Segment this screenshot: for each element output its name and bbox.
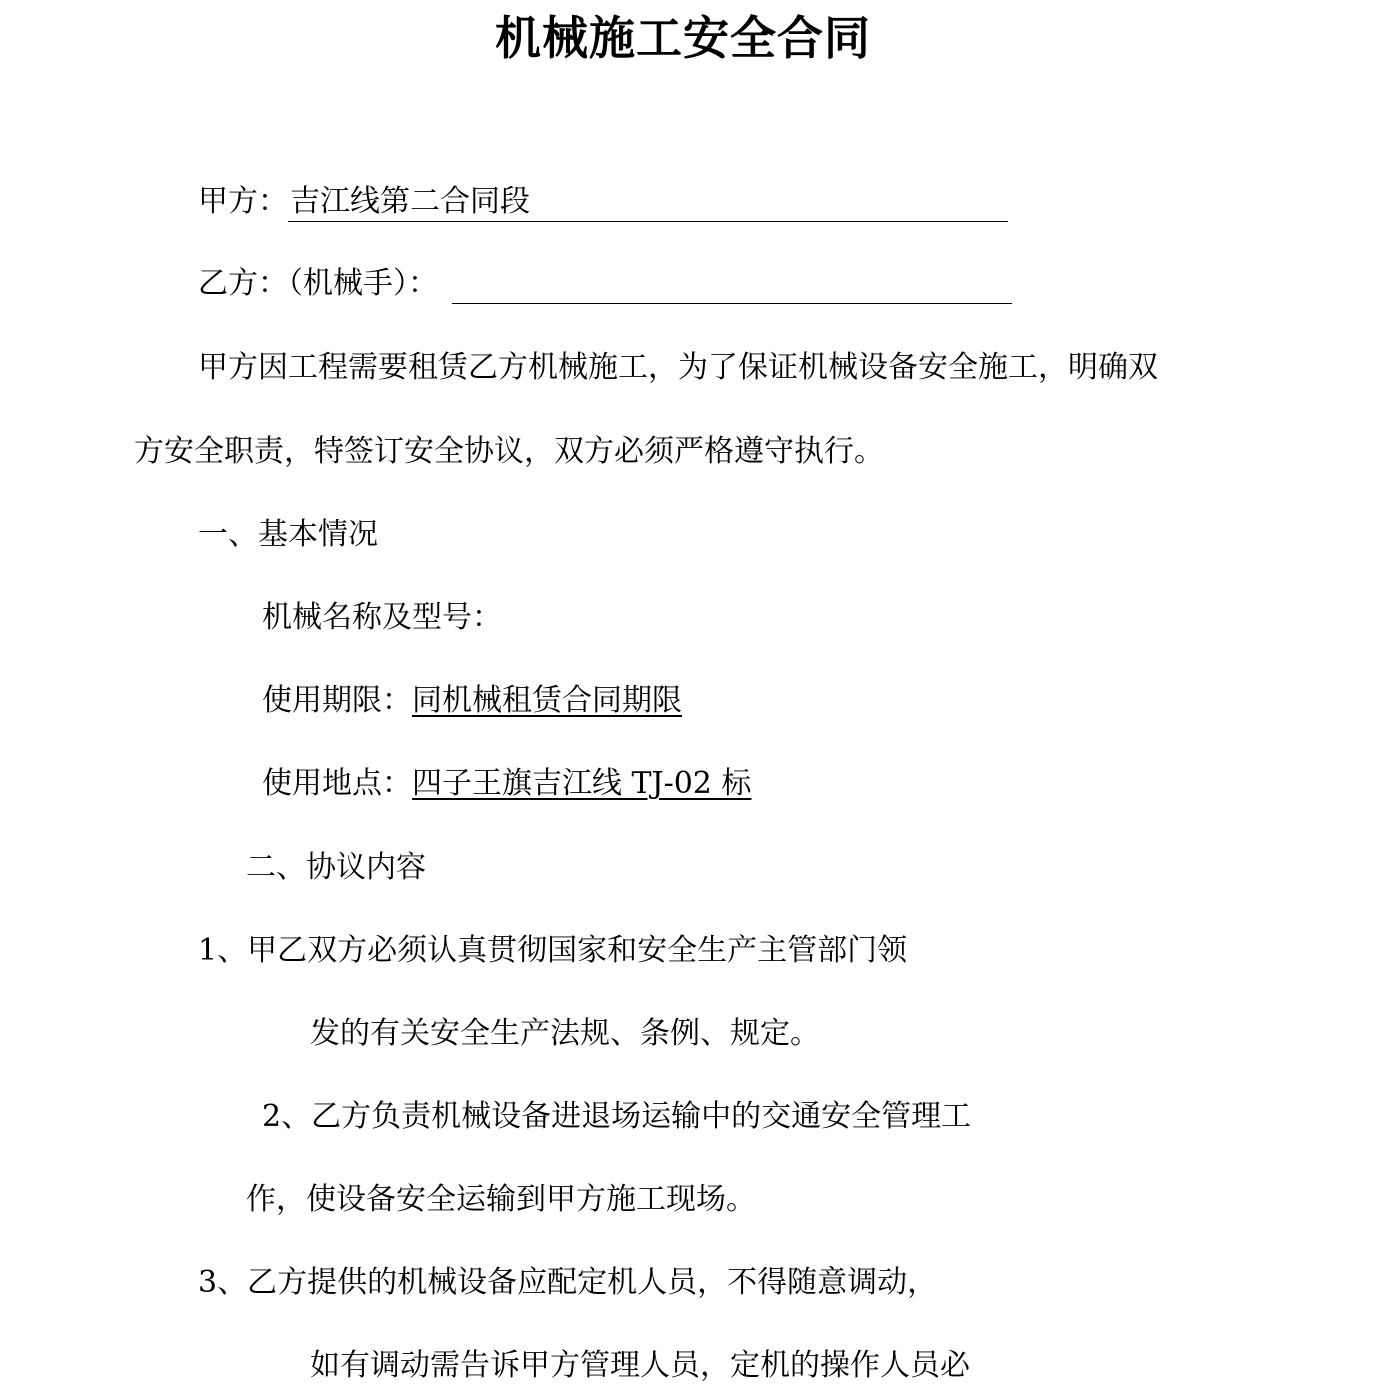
usage-period-line (262, 681, 682, 721)
clause-2-line-2: 作，使设备安全运输到甲方施工现场。 (246, 1182, 756, 1217)
machine-name-label: 机械名称及型号： (262, 600, 502, 635)
party-a-field (288, 184, 1008, 222)
clause-1-line-1: 1、甲乙双方必须认真贯彻国家和安全生产主管部门领 (198, 933, 908, 968)
clause-3-line-2: 如有调动需告诉甲方管理人员，定机的操作人员必 (310, 1348, 970, 1383)
intro-line-2: 方安全职责，特签订安全协议，双方必须严格遵守执行。 (134, 434, 884, 469)
section-2-heading: 二、协议内容 (246, 850, 426, 885)
section-1-heading: 一、基本情况 (198, 517, 378, 552)
usage-period-label: 使用期限： (262, 683, 412, 718)
usage-period-value: 同机械租赁合同期限 (412, 683, 682, 718)
party-b-label: 乙方：（机械手）： (198, 266, 438, 301)
clause-1-line-2: 发的有关安全生产法规、条例、规定。 (310, 1016, 820, 1051)
party-a-value: 吉江线第二合同段 (290, 184, 530, 219)
party-a-label: 甲方： (198, 184, 288, 219)
intro-line-1: 甲方因工程需要租赁乙方机械施工，为了保证机械设备安全施工，明确双 (198, 350, 1158, 385)
usage-location-line (262, 764, 751, 804)
document-title: 机械施工安全合同 (495, 11, 871, 65)
clause-3-line-1: 3、乙方提供的机械设备应配定机人员，不得随意调动， (198, 1265, 938, 1300)
usage-location-label: 使用地点： (262, 766, 412, 801)
usage-location-value: 四子王旗吉江线 TJ-02 标 (412, 766, 752, 801)
clause-2-line-1: 2、乙方负责机械设备进退场运输中的交通安全管理工 (262, 1099, 972, 1134)
party-b-line (198, 264, 1012, 304)
party-a-line (198, 182, 1008, 222)
party-b-blank (452, 269, 1012, 304)
